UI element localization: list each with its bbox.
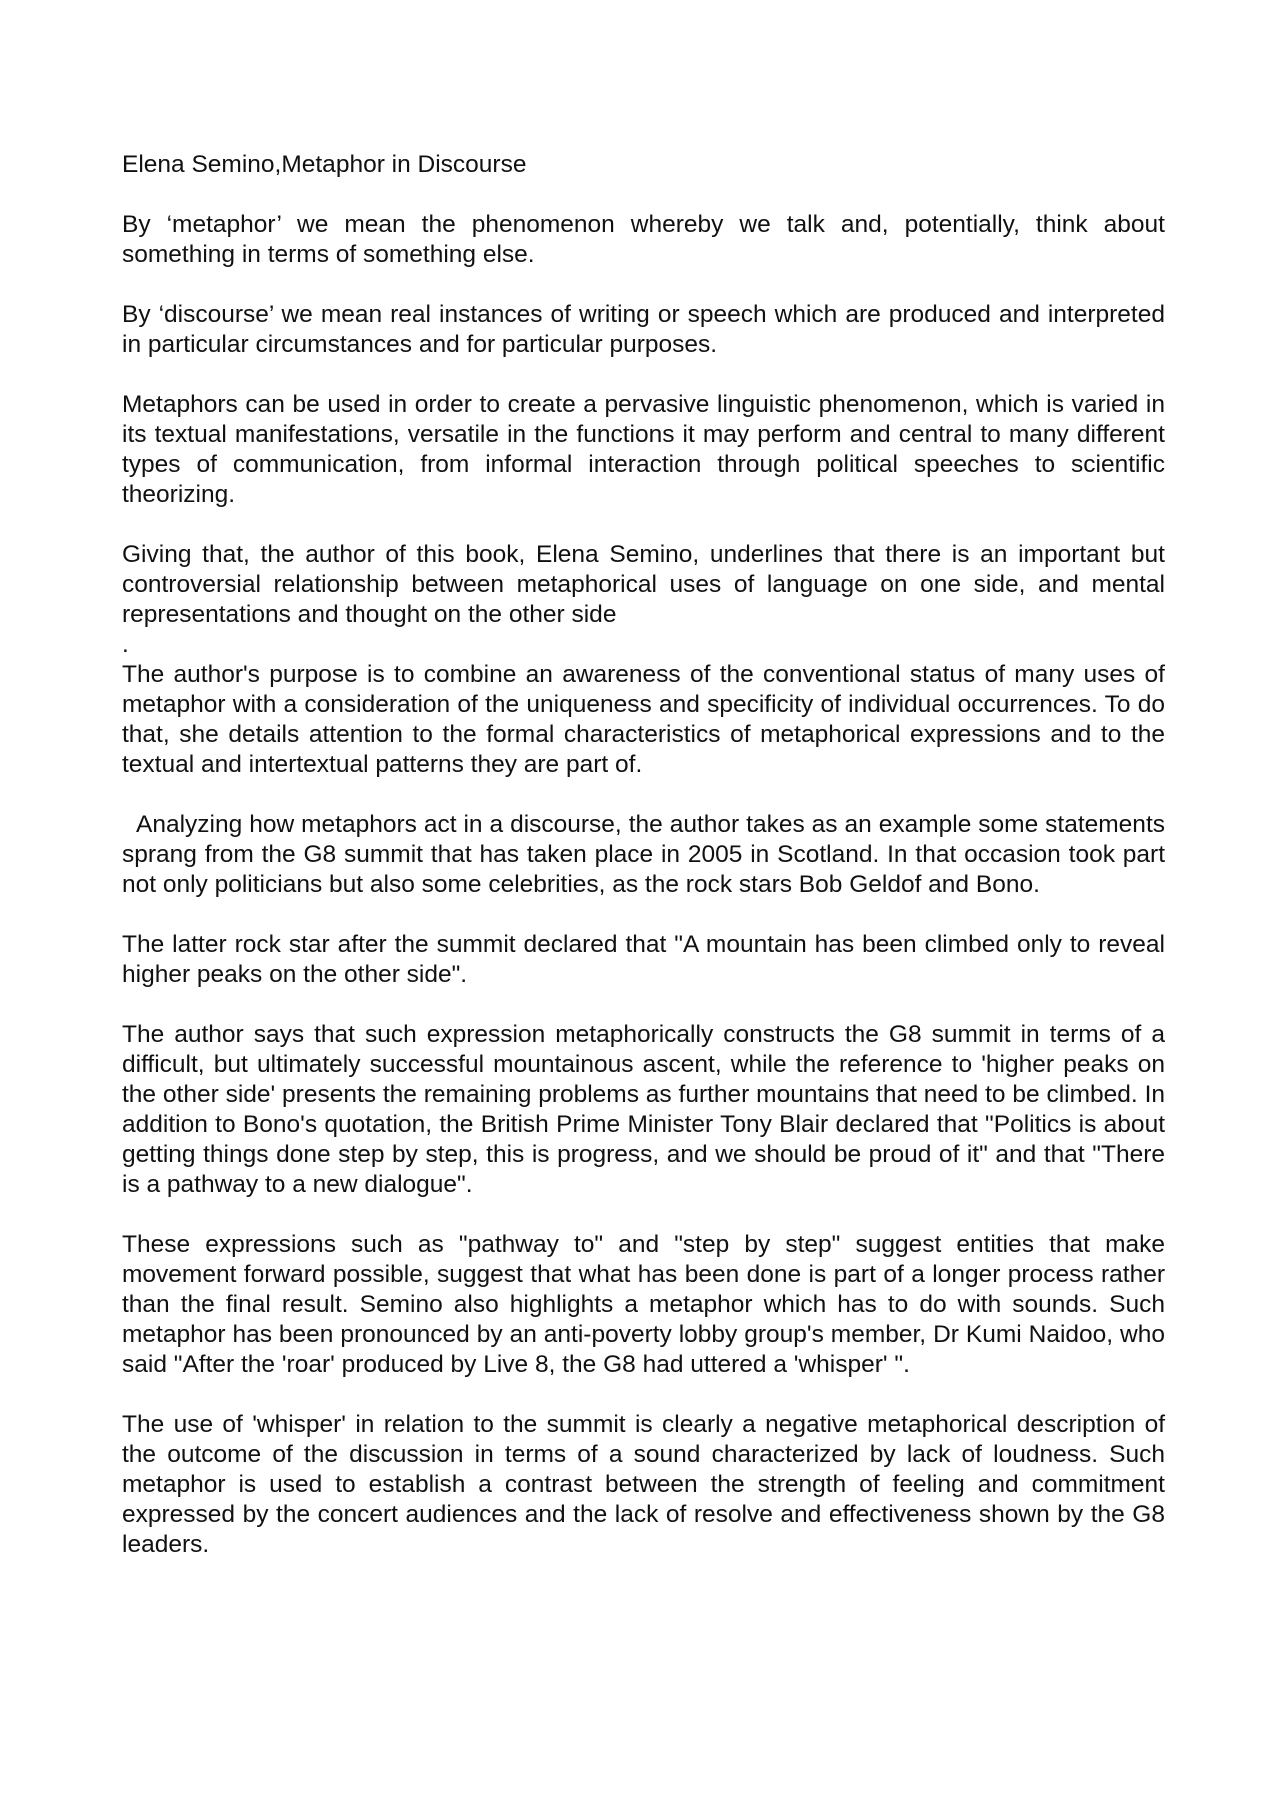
- document-title: Elena Semino,Metaphor in Discourse: [122, 151, 527, 178]
- paragraph-bono-quote: The latter rock star after the summit declared that "A mountain has been climbed only to reveal higher peaks on the other side".: [122, 931, 1165, 988]
- paragraph-author-relationship: Giving that, the author of this book, Elena Semino, underlines that there is an important but controversial relationship between metaphorical uses of language on one side, and mental representations and thought on the other side: [122, 541, 1165, 628]
- paragraph-metaphor-definition: By ‘metaphor’ we mean the phenomenon whereby we talk and, potentially, think about something in terms of something else.: [122, 211, 1165, 268]
- stray-period: .: [122, 631, 129, 658]
- paragraph-discourse-definition: By ‘discourse’ we mean real instances of writing or speech which are produced and interpreted in particular circumstances and for particular purposes.: [122, 301, 1165, 358]
- document-page: [122, 150, 1165, 1590]
- paragraph-author-purpose: The author's purpose is to combine an awareness of the conventional status of many uses of metaphor with a consideration of the uniqueness and specificity of individual occurrences. To do that, she details attention to the formal characteristics of metaphorical expressions and to the textual and intertextual patterns they are part of.: [122, 661, 1165, 778]
- paragraph-metaphor-uses: Metaphors can be used in order to create a pervasive linguistic phenomenon, which is varied in its textual manifestations, versatile in the functions it may perform and central to many different types of communication, from informal interaction through political speeches to scientific theorizing.: [122, 391, 1165, 508]
- paragraph-mountain-metaphor: The author says that such expression metaphorically constructs the G8 summit in terms of a difficult, but ultimately successful mountainous ascent, while the reference to 'higher peaks on the other side' presents the remaining problems as further mountains that need to be climbed. In addition to Bono's quotation, the British Prime Minister Tony Blair declared that "Politics is about getting things done step by step, this is progress, and we should be proud of it" and that "There is a pathway to a new dialogue".: [122, 1021, 1165, 1198]
- paragraph-pathway-metaphor: These expressions such as "pathway to" and "step by step" suggest entities that make movement forward possible, suggest that what has been done is part of a longer process rather than the final result. Semino also highlights a metaphor which has to do with sounds. Such metaphor has been pronounced by an anti-poverty lobby group's member, Dr Kumi Naidoo, who said "After the 'roar' produced by Live 8, the G8 had uttered a 'whisper' ".: [122, 1231, 1165, 1378]
- paragraph-whisper-metaphor: The use of 'whisper' in relation to the summit is clearly a negative metaphorical description of the outcome of the discussion in terms of a sound characterized by lack of loudness. Such metaphor is used to establish a contrast between the strength of feeling and commitment expressed by the concert audiences and the lack of resolve and effectiveness shown by the G8 leaders.: [122, 1411, 1165, 1558]
- paragraph-g8-summit: Analyzing how metaphors act in a discourse, the author takes as an example some statements sprang from the G8 summit that has taken place in 2005 in Scotland. In that occasion took part not only politicians but also some celebrities, as the rock stars Bob Geldof and Bono.: [122, 811, 1165, 898]
